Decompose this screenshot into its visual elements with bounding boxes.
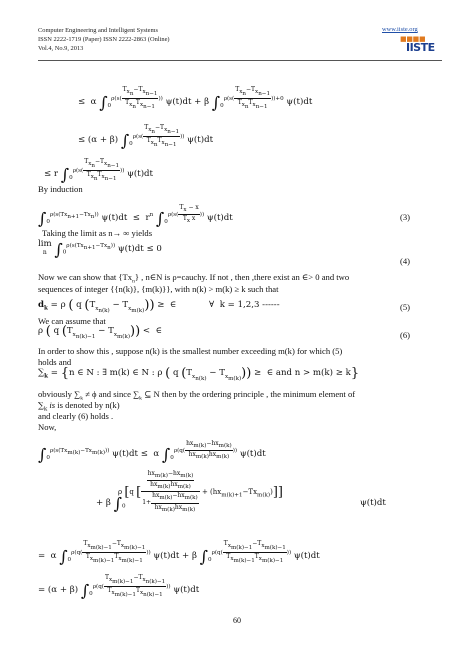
derivation-line-3: = α $\int_0^{\rho(q( \frac{T_{x_{m(k)-1}}-T_{x_{m(k)-1}}}{T_{x_{m(k)-1}}T_{x_{m(k)-1}}} ))}$ ψ(t)dt + β $\int_0^{\rho(q( \frac{T_{x_{m(k)-1}}-T_{x_{m(k)-1}}}{T_{x_{m(k)-1}}T_{x_{m(k)-1}}} ))}$ ψ(t)dt xyxy=(38,540,320,567)
iiste-logo xyxy=(400,35,440,55)
order-text-2: holds and xyxy=(38,357,72,367)
set-definition: $\sum_k = \{n$ ∈ N : ∃ m(k) ∈ N : ρ ( q $(T_{x_{n(k)}} - T_{x_{m(k)}})$) ≥ ∈ and n > m(k) ≥ k} xyxy=(38,366,360,382)
equation-number-4: (4) xyxy=(400,256,411,266)
header-rule xyxy=(38,60,442,61)
logo-mark: IISTE xyxy=(406,41,435,54)
equation-line-1: ≤ α $\int_0^{\rho(s( \frac{T_{x_n}-T_{x_{n-1}}}{T_{x_n}T_{x_{n-1}}} ))}$ ψ(t)dt + β $\int_0^{\rho(s( \frac{T_{x_n}-T_{x_{n-1}}}{T_{x_n}T_{x_{n-1}}} ))+0}$ ψ(t)dt xyxy=(78,86,313,113)
journal-volume: Vol.4, No.9, 2013 xyxy=(38,45,84,52)
assume-text: We can assume that xyxy=(38,316,106,326)
derivation-line-1: $\int_0^{\rho(s(Tx_{m(k)}-Tx_{m(k)}))}$ ψ(t)dt ≤ α $\int_0^{\rho(q( \frac{hx_{m(k)}-hx_{m(k)}}{hx_{m(k)}hx_{m(k)}} ))}$ ψ(t)dt xyxy=(38,440,266,465)
sum-symbol: $\sum_k$ xyxy=(38,400,48,413)
obvious-text-b: ≠ ϕ and since ∑ xyxy=(82,389,140,399)
cauchy-text-a: Now we can show that {Tx xyxy=(38,272,133,282)
equation-6: ρ ( q $(T_{x_{n(k)-1}} - T_{x_{m(k)}})$) < ∈ xyxy=(38,324,162,340)
derivation-psi: ψ(t)dt xyxy=(360,498,386,508)
denoted-line: $\sum_k$ is is denoted by n(k) xyxy=(38,400,120,413)
by-induction-text: By induction xyxy=(38,184,83,194)
page-number: 60 xyxy=(233,616,241,625)
obvious-line: obviously $\sum_k \ne \phi$ and since $\sum_k$ ⊆ N then by the ordering principle , the minimum element of xyxy=(38,389,356,402)
equation-4: lim n $\int_0^{\rho(s(Tx_{n+1}-Tx_n))}$ ψ(t)dt ≤ 0 xyxy=(38,239,162,259)
cauchy-text-b: } , n∈N is ρ=cauchy. If not , then ,there exist an ∈> 0 and two xyxy=(134,272,350,282)
derivation-line-2: ρ [q [ $\frac{hx_{m(k)}-hx_{m(k)}}{hx_{m(k)}hx_{m(k)}}$ 1+ $\frac{hx_{m(k)}-hx_{m(k)}}{hx_{m(k)}hx_{m(k)}}$ + $(hx_{m(k)+1}-Tx_{m(k)})$]] xyxy=(118,470,283,513)
now-text: Now, xyxy=(38,422,57,432)
equation-5: $d_k = \rho$ ( q $(T_{x_{n(k)}} - T_{x_{m(k)}})$) ≥ ∈ ∀ k = 1,2,3 ------ xyxy=(38,298,280,314)
logo-top-text: ■■■■ xyxy=(400,35,426,43)
obvious-text-c: ⊆ N then by the ordering principle , the minimum element of xyxy=(141,389,356,399)
equation-line-2: ≤ (α + β) $\int_0^{\rho(s( \frac{T_{x_n}-T_{x_{n-1}}}{T_{x_n}T_{x_{n-1}}} ))}$ ψ(t)dt xyxy=(78,124,214,151)
equation-number-5: (5) xyxy=(400,302,411,312)
denoted-text: is denoted by n(k) xyxy=(55,400,120,410)
obvious-text-a: obviously ∑ xyxy=(38,389,81,399)
journal-url[interactable]: www.iiste.org xyxy=(382,26,418,33)
equation-3: $\int_0^{\rho(s(Tx_{n+1}-Tx_n))}$ $\psi(t)dt \le r^n$ $\int_0^{\rho(s( \frac{T_x - x}{T_x x} ))}$ ψ(t)dt xyxy=(38,204,233,229)
clearly-text: and clearly (6) holds . xyxy=(38,411,114,421)
limit-text: Taking the limit as n→ ∞ yields xyxy=(42,228,153,238)
equation-number-6: (6) xyxy=(400,330,411,340)
sequences-text: sequences of integer {{n(k)}, {m(k)}}, with n(k) > m(k) ≥ k such that xyxy=(38,284,279,294)
journal-issn: ISSN 2222-1719 (Paper) ISSN 2222-2863 (Online) xyxy=(38,36,170,43)
equation-number-3: (3) xyxy=(400,212,411,222)
journal-header xyxy=(38,26,170,53)
cauchy-line: Now we can show that $\{Tx_n\}$ , n∈N is ρ=cauchy. If not , then ,there exist an ∈> 0 and two xyxy=(38,272,350,285)
derivation-beta: + β $\int_0$ xyxy=(96,494,126,513)
order-text-1: In order to show this , suppose n(k) is the smallest number exceeding m(k) for which (5) xyxy=(38,346,343,356)
journal-title: Computer Engineering and Intelligent Systems xyxy=(38,27,158,34)
equation-line-3: ≤ r $\int_0^{\rho(s( \frac{T_{x_n}-T_{x_{n-1}}}{T_{x_n}T_{x_{n-1}}} ))}$ ψ(t)dt xyxy=(44,158,154,185)
derivation-line-4: = (α + β) $\int_0^{\rho(q( \frac{T_{x_{m(k)-1}}-T_{x_{n(k)-1}}}{T_{x_{m(k)-1}}T_{x_{n(k)-1}}} ))}$ ψ(t)dt xyxy=(38,574,200,601)
